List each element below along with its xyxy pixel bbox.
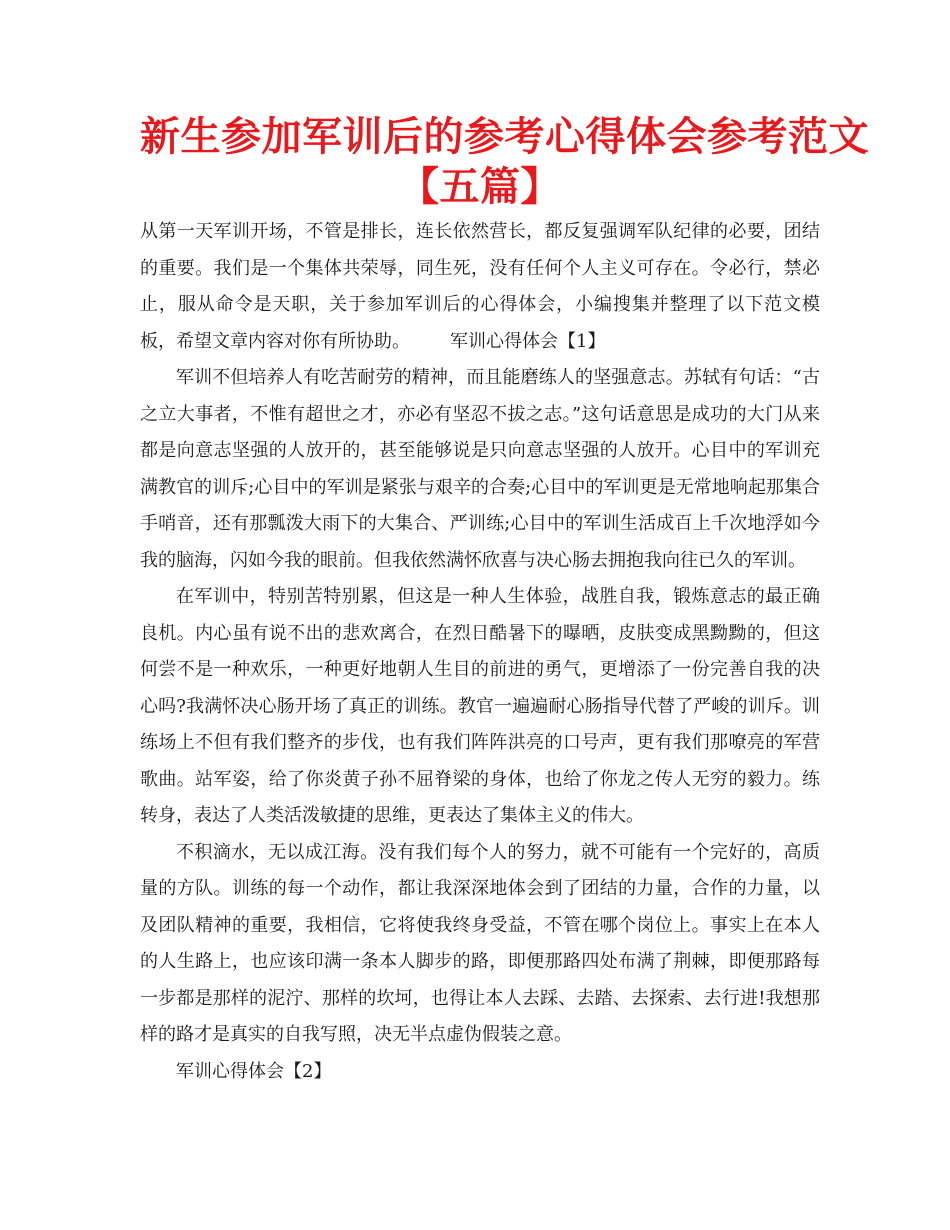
document-title: [140, 112, 869, 212]
intro-text: 从第一天军训开场，不管是排长，连长依然营长，都反复强调军队纪律的必要，团结的重要。我们是一个集体共荣辱，同生死，没有任何个人主义可存在。令必行，禁必止，服从命令是天职，关于参加军训后的心得体会，小编搜集并整理了以下范文模板，希望文章内容对你有所协助。: [140, 221, 820, 352]
section-2-heading: 军训心得体会【2】: [176, 1060, 332, 1082]
title-line-2: 【五篇】: [399, 164, 561, 210]
body-paragraph-1: 军训不但培养人有吃苦耐劳的精神，而且能磨练人的坚强意志。苏轼有句话：“古之立大事者，不惟有超世之才，亦必有坚忍不拔之志。”这句话意思是成功的大门从来都是向意志坚强的人放开的，甚至能够说是只向意志坚强的人放开。心目中的军训充满教官的训斥;心目中的军训是紧张与艰辛的合奏;心目中的军训更是无常地响起那集合手哨音，还有那瓢泼大雨下的大集合、严训练;心目中的军训生活成百上千次地浮如今我的脑海，闪如今我的眼前。但我依然满怀欣喜与决心肠去拥抱我向往已久的军训。: [140, 367, 820, 571]
document-body: [140, 214, 820, 1090]
section-1-heading: 军训心得体会【1】: [450, 330, 606, 352]
body-paragraph-2: 在军训中，特别苦特别累，但这是一种人生体验，战胜自我，锻炼意志的最正确良机。内心虽有说不出的悲欢离合，在烈日酷暑下的曝晒，皮肤变成黑黝黝的，但这何尝不是一种欢乐，一种更好地朝人生目的前进的勇气，更增添了一份完善自我的决心吗?我满怀决心肠开场了真正的训练。教官一遍遍耐心肠指导代替了严峻的训斥。训练场上不但有我们整齐的步伐，也有我们阵阵洪亮的口号声，更有我们那嘹亮的军营歌曲。站军姿，给了你炎黄子孙不屈脊梁的身体，也给了你龙之传人无穷的毅力。练转身，表达了人类活泼敏捷的思维，更表达了集体主义的伟大。: [140, 586, 820, 826]
body-paragraph-3: 不积滴水，无以成江海。没有我们每个人的努力，就不可能有一个完好的，高质量的方队。训练的每一个动作，都让我深深地体会到了团结的力量，合作的力量，以及团队精神的重要，我相信，它将使我终身受益，不管在哪个岗位上。事实上在本人的人生路上，也应该印满一条本人脚步的路，即便那路四处布满了荆棘，即便那路每一步都是那样的泥泞、那样的坎坷，也得让本人去踩、去踏、去探索、去行进!我想那样的路才是真实的自我写照，决无半点虚伪假装之意。: [140, 841, 820, 1045]
intro-paragraph: [140, 214, 820, 360]
title-line-1: 新生参加军训后的参考心得体会参考范文: [140, 114, 869, 160]
